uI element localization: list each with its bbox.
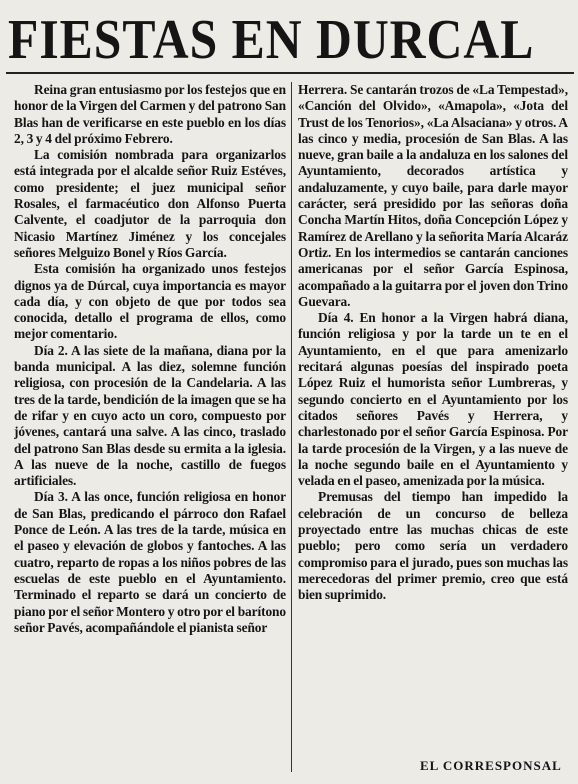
left-column (14, 82, 286, 782)
paragraph-commission: La comisión nombrada para organizarlos está integrada por el alcalde señor Ruiz Estéves, como presidente; el juez municipal señor Rosales, el farmacéutico don Alfonso Puerta Calvente, el coadjutor de la parroquia don Nicasio Martínez Jiménez y los concejales señores Melguizo Bonel y Ríos García. (14, 147, 286, 260)
column-divider (291, 82, 292, 772)
headline-rule (6, 72, 574, 74)
right-column (298, 82, 568, 742)
headline: FIESTAS EN DURCAL (8, 7, 535, 71)
paragraph-intro: Reina gran entusiasmo por los festejos que en honor de la Virgen del Carmen y del patrono San Blas han de verificarse en este pueblo en los días 2, 3 y 4 del próximo Febrero. (14, 82, 286, 146)
signature: EL CORRESPONSAL (420, 758, 562, 773)
paragraph-day-2: Día 2. A las siete de la mañana, diana por la banda municipal. A las diez, solemne función religiosa, con procesión de la Candelaria. A las tres de la tarde, bendición de la imagen que se ha de rifar y en cuyo acto un coro, compuesto por jóvenes, cantará una salve. A las cinco, traslado del patrono San Blas desde su ermita a la iglesia. A las nueve de la noche, castillo de fuegos artificiales. (14, 342, 286, 489)
paragraph-day-4: Día 4. En honor a la Virgen habrá diana, función religiosa y por la tarde un te en el Ayuntamiento, en el que para amenizarlo recitará algunas poesías del inspirado poeta López Ruiz el humorista señor Lumbreras, y segundo concierto en el Ayuntamiento por los citados señores Pavés y Herrera, y charlestonado por el señor García Espinosa. Por la tarde procesión de la Virgen, y a las nueve de la noche segundo baile en el Ayuntamiento y velada en el paseo, amenizada por la música. (298, 310, 568, 489)
paragraph-day-3-continued: Herrera. Se cantarán trozos de «La Tempestad», «Canción del Olvido», «Amapola», «Jota del Trust de los Tenorios», «La Alsaciana» y otros. A las cinco y media, procesión de San Blas. A las nueve, gran baile a la andaluza en los salones del Ayuntamiento, decorados artística y andaluzamente, y cuyo baile, para darle mayor carácter, será presidido por las señoras doña Concha Martín Hitos, doña Concepción López y Ramírez de Arellano y la señorita María Alcaráz Ortiz. En los intermedios se cantarán canciones americanas por el señor García Espinosa, acompañado a la guitarra por el joven don Trino Guevara. (298, 82, 568, 309)
paragraph-closing: Premusas del tiempo han impedido la celebración de un concurso de bellezа proyectado entre las muchas chicas de este pueblo; pero como sería un verdadero compromiso para el jurado, pues son muchas las merecedoras del primer premio, creo que está bien suprimido. (298, 489, 568, 603)
paragraph-day-3: Día 3. A las once, función religiosa en honor de San Blas, predicando el párroco don Rafael Ponce de León. A las tres de la tarde, música en el paseo y elevación de globos y fantoches. A las cuatro, reparto de ropas a los niños pobres de las escuelas de este pueblo en el Ayuntamiento. Terminado el reparto se dará un concierto de piano por el señor Montero y otro por el barítono señor Pavés, acompañándole el pianista señor (14, 489, 286, 635)
paragraph-program-intro: Esta comisión ha organizado unos festejos dignos ya de Dúrcal, cuya importancia es mayor cada día, y con objeto de que por todos sea conocida, detallo el programa de ellos, como mejor comentario. (14, 261, 286, 342)
